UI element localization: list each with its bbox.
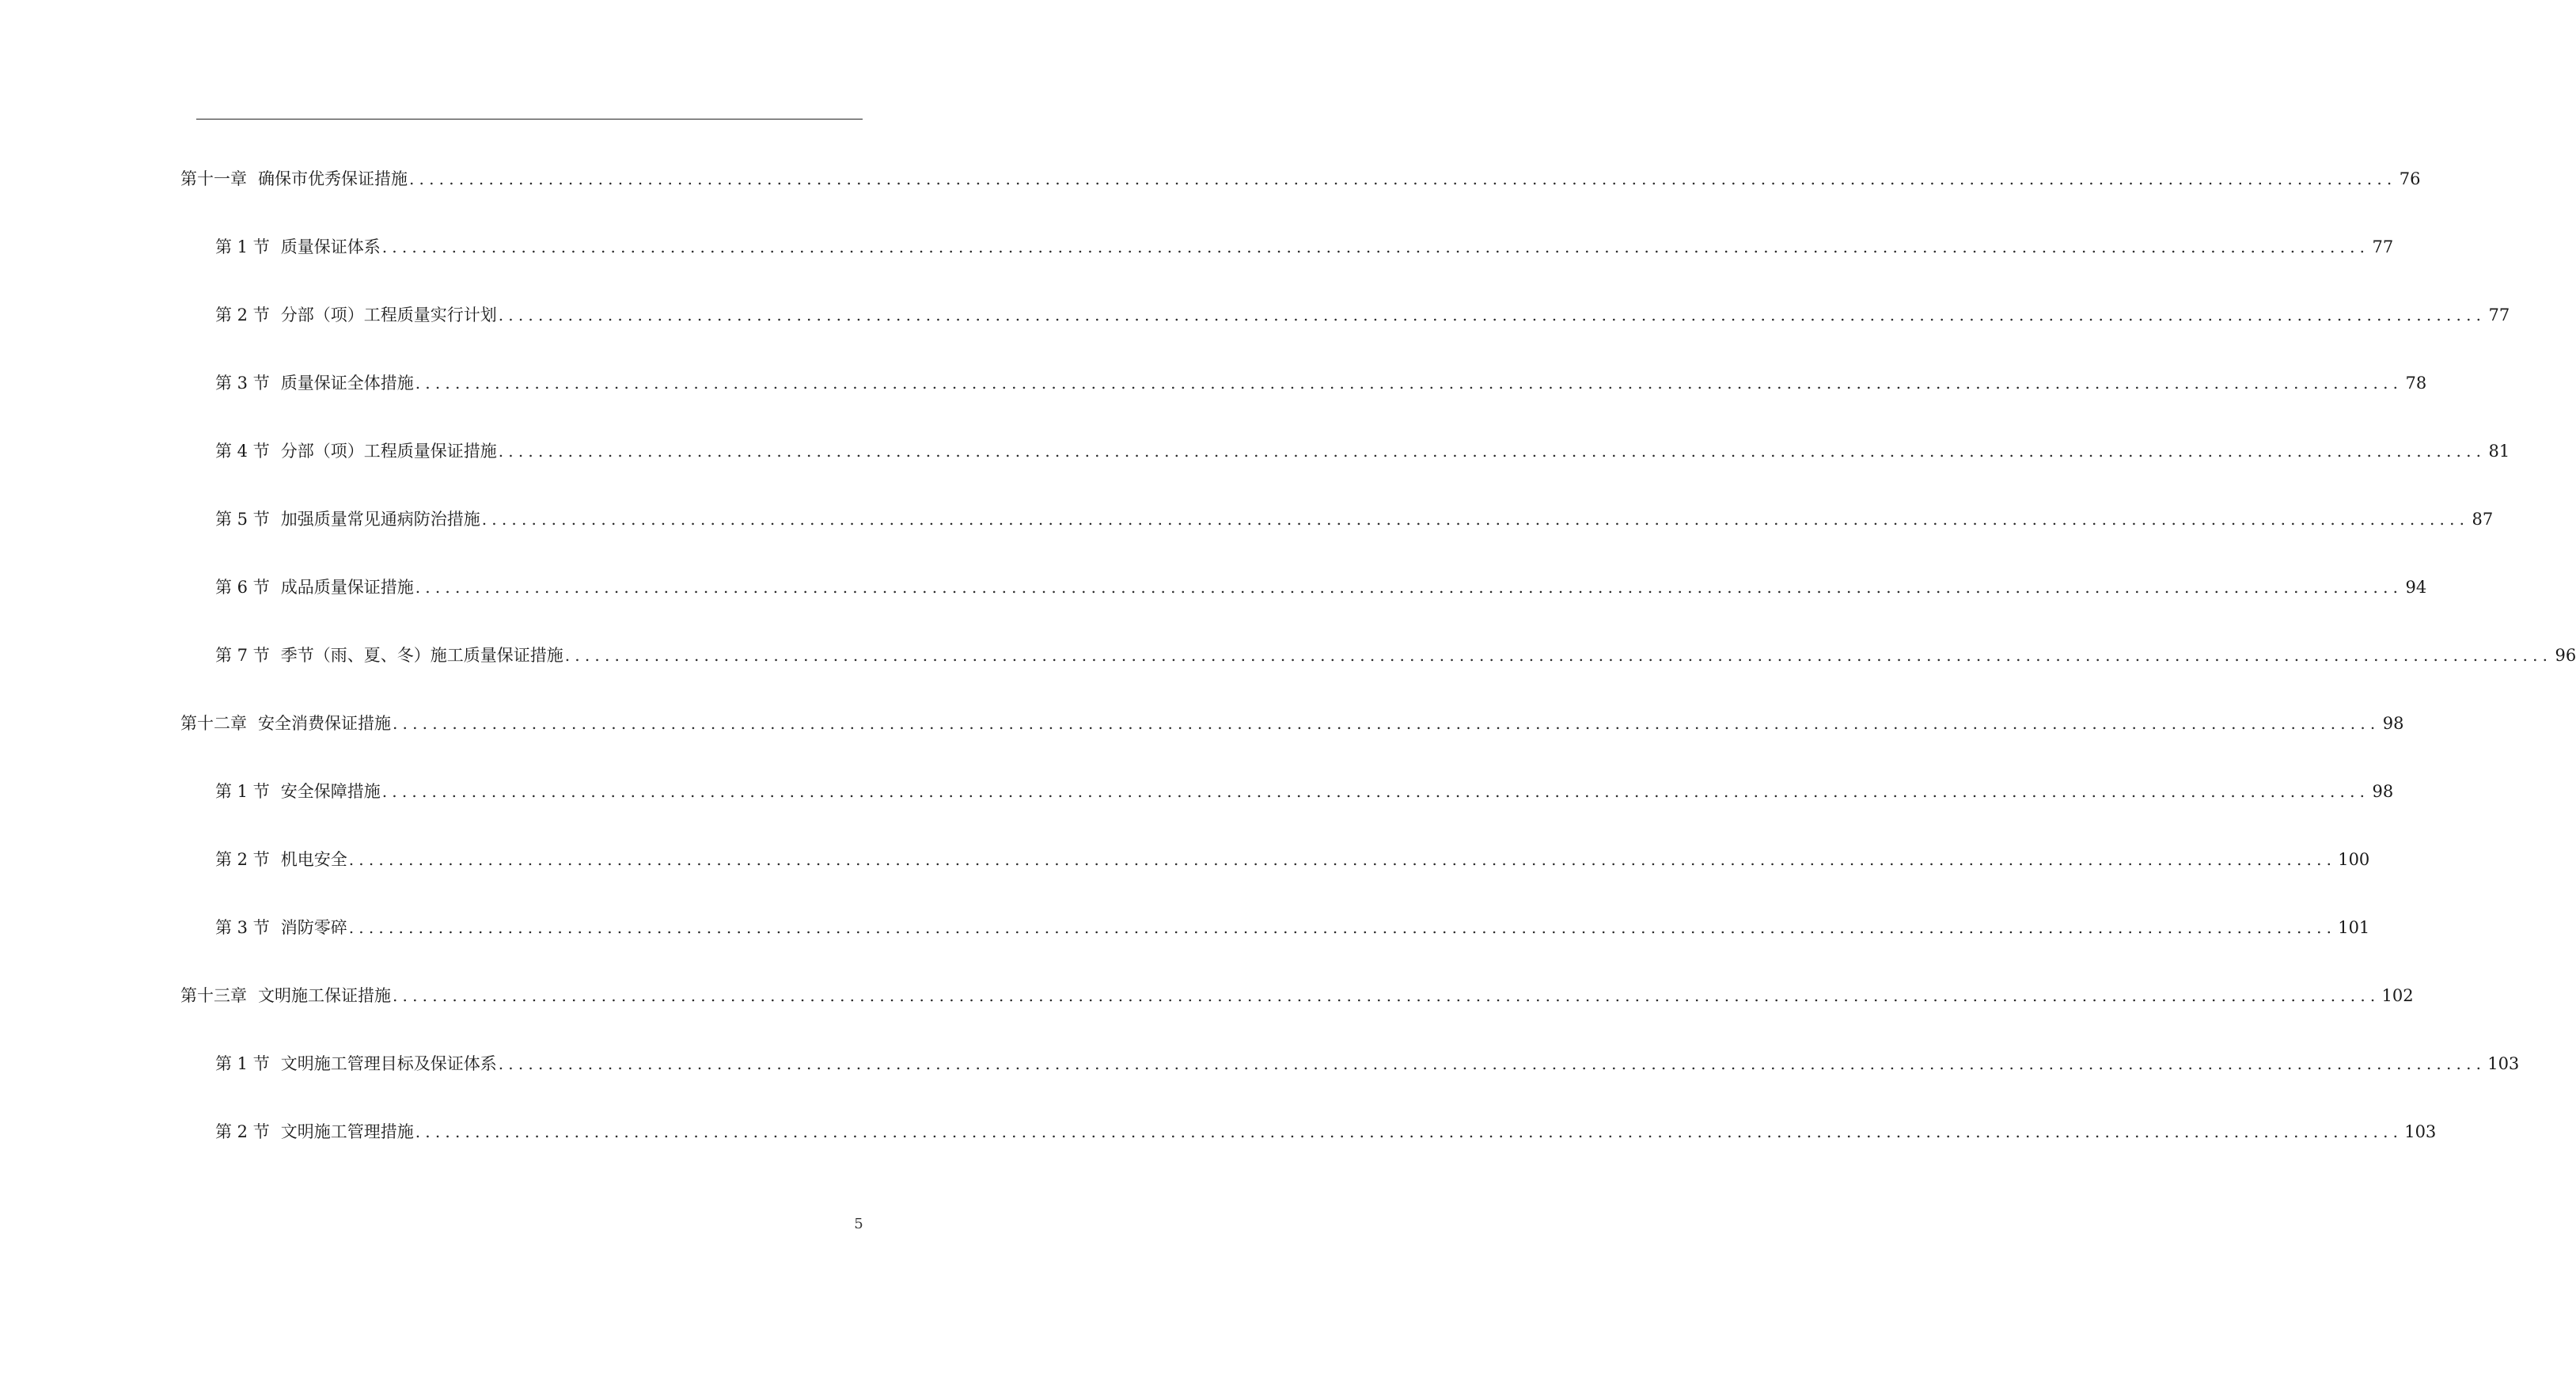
entry-page-number: 77 (2372, 237, 2394, 256)
toc-entry-section (215, 503, 2494, 535)
dot-leader: ........................................................................................................................................................................................................ (498, 442, 2487, 461)
entry-page-number: 101 (2338, 918, 2370, 937)
entry-number: 第十一章 (180, 169, 247, 188)
toc-entry-section (215, 639, 2576, 671)
entry-title: 质量保证全体措施 (280, 374, 414, 393)
page-number: 5 (854, 1216, 863, 1232)
entry-number: 第 2 节 (215, 850, 270, 869)
entry-number: 第十三章 (180, 986, 247, 1005)
entry-title: 机电安全 (280, 850, 347, 869)
entry-title: 加强质量常见通病防治措施 (280, 510, 480, 529)
dot-leader: ........................................................................................................................................................................................................ (393, 986, 2381, 1005)
entry-page-number: 103 (2487, 1054, 2520, 1073)
entry-page-number: 96 (2555, 646, 2576, 665)
toc-entry-chapter-12 (180, 708, 2404, 739)
entry-page-number: 78 (2405, 374, 2427, 393)
entry-number: 第 3 节 (215, 918, 270, 937)
entry-number: 第 4 节 (215, 442, 270, 461)
entry-title: 成品质量保证措施 (280, 578, 414, 597)
dot-leader: ........................................................................................................................................................................................................ (415, 374, 2403, 393)
dot-leader: ........................................................................................................................................................................................................ (498, 306, 2487, 324)
toc-entry-section (215, 231, 2394, 263)
dot-leader: ........................................................................................................................................................................................................ (415, 1122, 2403, 1141)
entry-number: 第 1 节 (215, 782, 270, 801)
entry-page-number: 102 (2381, 986, 2414, 1005)
dot-leader: ........................................................................................................................................................................................................ (481, 510, 2470, 529)
entry-page-number: 77 (2488, 306, 2510, 324)
entry-page-number: 94 (2405, 578, 2427, 597)
dot-leader: ........................................................................................................................................................................................................ (393, 714, 2381, 733)
entry-page-number: 100 (2338, 850, 2370, 869)
toc-entry-section (215, 435, 2510, 467)
entry-title: 确保市优秀保证措施 (258, 169, 408, 188)
entry-title: 安全消费保证措施 (258, 714, 391, 733)
toc-entry-section (215, 776, 2394, 807)
entry-page-number: 81 (2488, 442, 2510, 461)
entry-title: 安全保障措施 (280, 782, 381, 801)
dot-leader: ........................................................................................................................................................................................................ (415, 578, 2403, 597)
dot-leader: ........................................................................................................................................................................................................ (381, 237, 2370, 256)
entry-title: 分部（项）工程质量实行计划 (280, 306, 497, 324)
toc-entry-section (215, 912, 2370, 943)
toc-entry-chapter-11 (180, 163, 2421, 195)
toc-entry-section (215, 1116, 2437, 1148)
dot-leader: ........................................................................................................................................................................................................ (348, 918, 2337, 937)
entry-number: 第 5 节 (215, 510, 270, 529)
entry-title: 文明施工保证措施 (258, 986, 391, 1005)
toc-entry-section (215, 1048, 2520, 1080)
toc-entry-section (215, 367, 2427, 399)
entry-title: 文明施工管理措施 (280, 1122, 414, 1141)
entry-title: 文明施工管理目标及保证体系 (280, 1054, 497, 1073)
toc-entry-section (215, 571, 2427, 603)
entry-page-number: 76 (2399, 169, 2421, 188)
dot-leader: ........................................................................................................................................................................................................ (498, 1054, 2487, 1073)
entry-number: 第十二章 (180, 714, 247, 733)
entry-title: 消防零碎 (280, 918, 347, 937)
entry-page-number: 98 (2372, 782, 2394, 801)
entry-number: 第 3 节 (215, 374, 270, 393)
entry-number: 第 6 节 (215, 578, 270, 597)
dot-leader: ........................................................................................................................................................................................................ (348, 850, 2337, 869)
entry-title: 分部（项）工程质量保证措施 (280, 442, 497, 461)
dot-leader: ........................................................................................................................................................................................................ (564, 646, 2553, 665)
entry-number: 第 2 节 (215, 306, 270, 324)
dot-leader: ........................................................................................................................................................................................................ (381, 782, 2370, 801)
entry-number: 第 1 节 (215, 237, 270, 256)
entry-page-number: 98 (2382, 714, 2404, 733)
dot-leader: ........................................................................................................................................................................................................ (409, 169, 2397, 188)
entry-number: 第 7 节 (215, 646, 270, 665)
toc-entry-section (215, 844, 2370, 875)
entry-number: 第 1 节 (215, 1054, 270, 1073)
entry-title: 季节（雨、夏、冬）施工质量保证措施 (280, 646, 563, 665)
entry-page-number: 103 (2404, 1122, 2437, 1141)
entry-page-number: 87 (2472, 510, 2494, 529)
entry-number: 第 2 节 (215, 1122, 270, 1141)
toc-entry-chapter-13 (180, 980, 2414, 1011)
toc-entry-section (215, 299, 2510, 331)
entry-title: 质量保证体系 (280, 237, 381, 256)
